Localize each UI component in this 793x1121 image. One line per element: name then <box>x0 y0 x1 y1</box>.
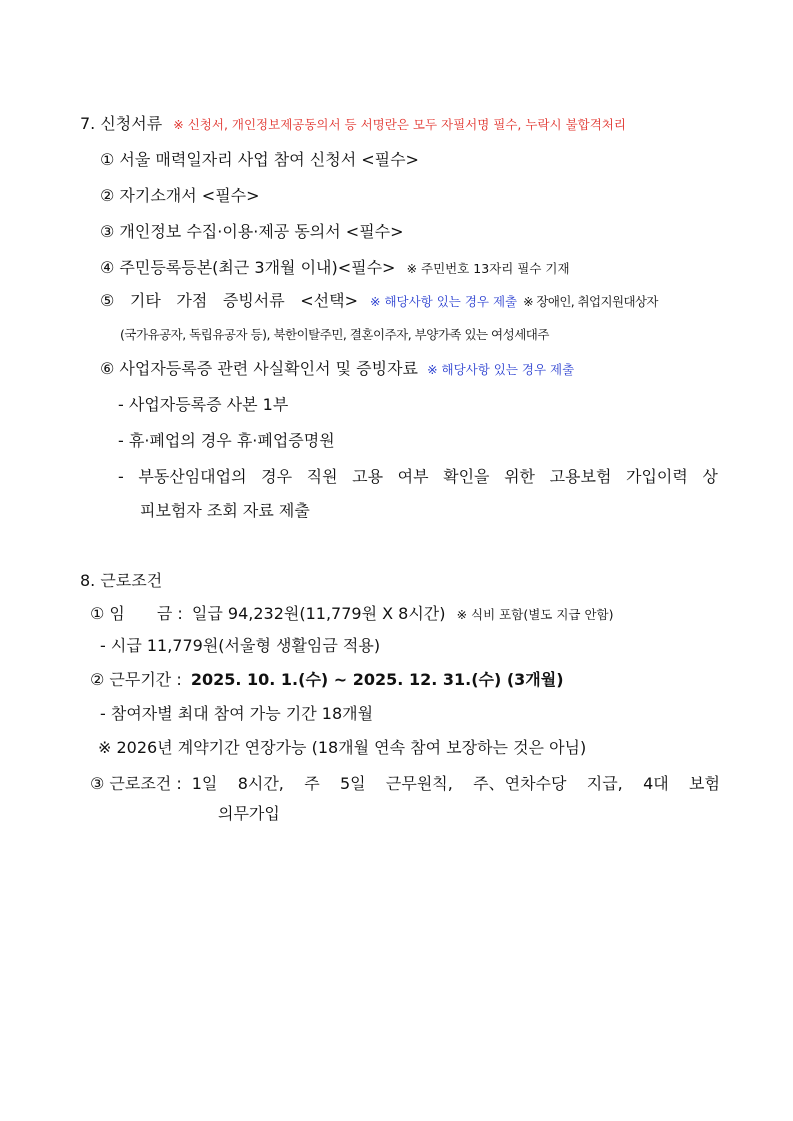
doc-item-5-text <box>100 290 358 312</box>
word: 고용 <box>352 467 384 486</box>
conditions-label: ③ 근로조건 : <box>90 774 182 793</box>
word: 직원 <box>306 467 338 486</box>
word: 가점 <box>176 291 208 310</box>
word: 고용보험 <box>549 467 612 486</box>
doc-sub-2: - 휴·폐업의 경우 휴·폐업증명원 <box>118 431 335 450</box>
word: <선택> <box>300 291 358 310</box>
word: 경우 <box>261 467 293 486</box>
period-sub: - 참여자별 최대 참여 가능 기간 18개월 <box>100 704 374 723</box>
conditions-row <box>90 773 720 795</box>
word: 가입이력 <box>626 467 688 486</box>
period-value: 2025. 10. 1.(수) ~ 2025. 12. 31.(수) (3개월) <box>190 670 564 689</box>
word: 8시간, <box>237 774 284 793</box>
section-8-title: 8. 근로조건 <box>80 571 163 590</box>
word: 근무원칙, <box>385 774 453 793</box>
doc-item-6-note: ※ 해당사항 있는 경우 제출 <box>427 362 575 377</box>
word: - <box>118 467 124 486</box>
section-7-note: ※ 신청서, 개인정보제공동의서 등 서명란은 모두 자필서명 필수, 누락시 불합격처리 <box>173 117 626 132</box>
word: 상 <box>702 467 718 486</box>
wage-note: ※ 식비 포함(별도 지급 안함) <box>456 607 614 622</box>
doc-item-5 <box>100 290 720 313</box>
doc-item-3: ③ 개인정보 수집·이용·제공 동의서 <필수> <box>100 222 404 241</box>
period-row <box>90 669 564 691</box>
word: 확인을 <box>443 467 490 486</box>
word: 지급, <box>586 774 623 793</box>
wage-value: 일급 94,232원(11,779원 X 8시간) <box>191 604 446 623</box>
section-7-heading <box>80 113 626 136</box>
wage-row <box>90 603 613 626</box>
word: 주、연차수당 <box>473 774 567 793</box>
wage-label: ① 임 금 : <box>90 604 183 623</box>
hourly-wage: - 시급 11,779원(서울형 생활임금 적용) <box>100 636 381 655</box>
word: 증빙서류 <box>222 291 285 310</box>
word: 주 <box>304 774 320 793</box>
section-7-title: 7. 신청서류 <box>80 114 163 133</box>
doc-item-4-note: ※ 주민번호 13자리 필수 기재 <box>406 261 570 276</box>
doc-sub-3 <box>118 466 718 488</box>
doc-sub-1: - 사업자등록증 사본 1부 <box>118 395 289 414</box>
word: 5일 <box>339 774 366 793</box>
word: 여부 <box>397 467 429 486</box>
word: 부동산임대업의 <box>138 467 247 486</box>
doc-item-6-text: ⑥ 사업자등록증 관련 사실확인서 및 증빙자료 <box>100 359 418 378</box>
doc-item-4 <box>100 257 570 280</box>
word: 기타 <box>129 291 161 310</box>
conditions-continued: 의무가입 <box>218 804 280 823</box>
period-label: ② 근무기간 : <box>90 670 182 689</box>
period-note: ※ 2026년 계약기간 연장가능 (18개월 연속 참여 보장하는 것은 아님) <box>98 738 587 757</box>
word: 4대 <box>643 774 669 793</box>
doc-item-4-text: ④ 주민등록등본(최근 3개월 이내)<필수> <box>100 258 396 277</box>
doc-item-5-continued: (국가유공자, 독립유공자 등), 북한이탈주민, 결혼이주자, 부양가족 있는 여성세대주 <box>120 327 549 342</box>
conditions-text <box>192 773 720 795</box>
doc-item-2: ② 자기소개서 <필수> <box>100 186 260 205</box>
doc-item-6 <box>100 358 574 381</box>
doc-sub-3-continued: 피보험자 조회 자료 제출 <box>140 501 310 520</box>
doc-item-5-note: ※ 해당사항 있는 경우 제출 <box>370 294 518 309</box>
word: 보험 <box>689 774 720 793</box>
word: 위한 <box>504 467 536 486</box>
word: ⑤ <box>100 291 115 310</box>
doc-item-5-note-2: ※ 장애인, 취업지원대상자 <box>523 294 658 309</box>
word: 1일 <box>191 774 218 793</box>
doc-item-1: ① 서울 매력일자리 사업 참여 신청서 <필수> <box>100 150 419 169</box>
